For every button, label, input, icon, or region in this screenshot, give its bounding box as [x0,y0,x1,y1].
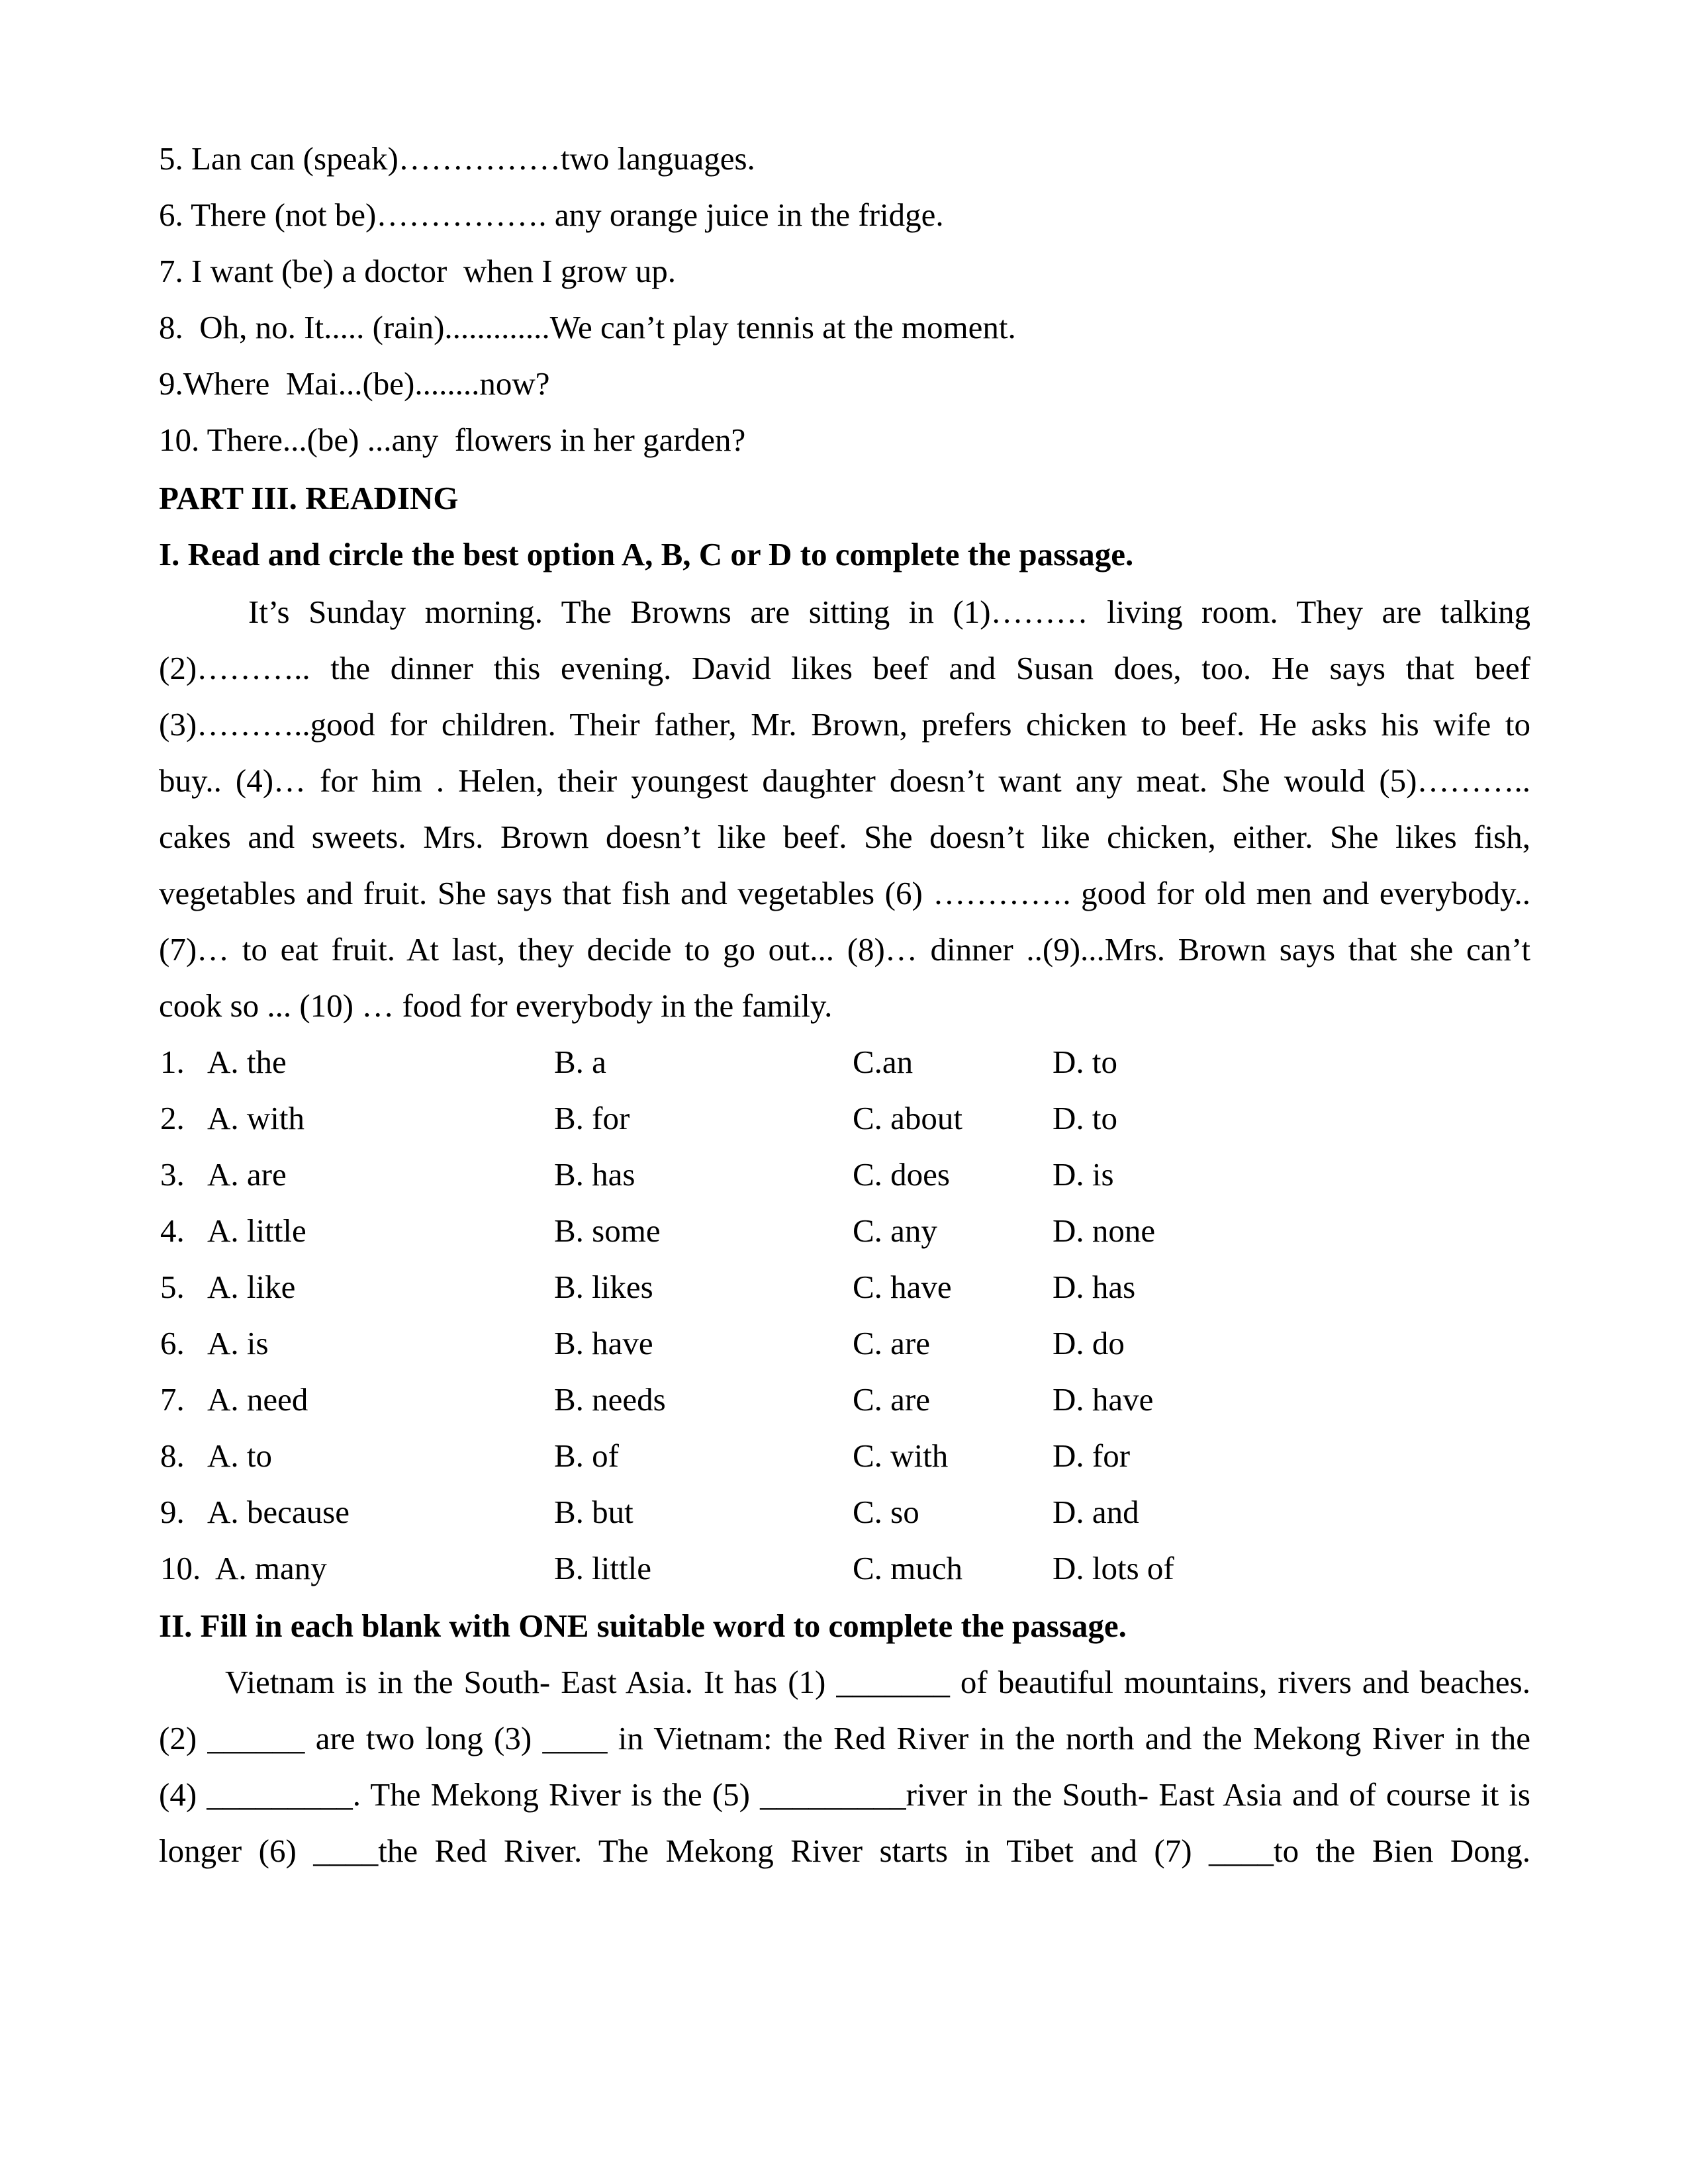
option-a[interactable]: A. with [207,1100,305,1136]
option-number: 9. [160,1494,185,1530]
exercise-item-8: 8. Oh, no. It..... (rain).............We can’t play tennis at the moment. [159,309,1016,345]
option-number: 3. [160,1156,185,1193]
option-a[interactable]: A. are [207,1156,287,1193]
option-d[interactable]: D. to [1053,1100,1117,1136]
option-c[interactable]: C. are [853,1325,930,1361]
option-a[interactable]: A. like [207,1269,296,1305]
option-a[interactable]: A. need [207,1381,308,1418]
option-d[interactable]: D. do [1053,1325,1125,1361]
option-row [159,1428,1530,1484]
option-b[interactable]: B. of [554,1437,619,1474]
option-row [159,1540,1530,1596]
passage-line: cook so ... (10) … food for everybody in the family. [159,987,833,1024]
option-b[interactable]: B. likes [554,1269,653,1305]
option-c[interactable]: C. any [853,1212,937,1249]
option-row [159,1371,1530,1428]
section-2-heading: II. Fill in each blank with ONE suitable word to complete the passage. [159,1608,1127,1644]
option-b[interactable]: B. for [554,1100,630,1136]
passage-line: (2)……….. the dinner this evening. David likes beef and Susan does, too. He says that beef [159,650,1530,686]
option-number: 10. [160,1550,201,1586]
option-d[interactable]: D. is [1053,1156,1114,1193]
option-b[interactable]: B. has [554,1156,635,1193]
option-c[interactable]: C. does [853,1156,950,1193]
option-d[interactable]: D. lots of [1053,1550,1174,1586]
option-a[interactable]: A. because [207,1494,350,1530]
option-c[interactable]: C. with [853,1437,949,1474]
option-b[interactable]: B. some [554,1212,661,1249]
option-a[interactable]: A. many [215,1550,327,1586]
option-b[interactable]: B. but [554,1494,633,1530]
option-d[interactable]: D. has [1053,1269,1136,1305]
option-number: 7. [160,1381,185,1418]
option-d[interactable]: D. for [1053,1437,1131,1474]
option-a[interactable]: A. little [207,1212,306,1249]
option-row [159,1315,1530,1371]
passage-line: (7)… to eat fruit. At last, they decide to go out... (8)… dinner ..(9)...Mrs. Brown says that she can’t [159,931,1530,968]
part-title: PART III. READING [159,480,459,516]
option-a[interactable]: A. to [207,1437,272,1474]
passage-line: (4) _________. The Mekong River is the (5) _________river in the South- East Asia and of course it is [159,1776,1530,1813]
exercise-item-5: 5. Lan can (speak)……………two languages. [159,140,755,177]
option-row [159,1203,1530,1259]
option-row [159,1034,1530,1090]
passage-line: buy.. (4)… for him . Helen, their youngest daughter doesn’t want any meat. She would (5)……….. [159,762,1530,799]
option-b[interactable]: B. have [554,1325,653,1361]
passage-line: cakes and sweets. Mrs. Brown doesn’t like beef. She doesn’t like chicken, either. She likes fish, [159,819,1530,855]
option-number: 2. [160,1100,185,1136]
exercise-item-6: 6. There (not be)……………. any orange juice in the fridge. [159,197,944,233]
option-number: 5. [160,1269,185,1305]
option-b[interactable]: B. needs [554,1381,666,1418]
option-d[interactable]: D. to [1053,1044,1117,1080]
option-row [159,1090,1530,1146]
option-d[interactable]: D. and [1053,1494,1139,1530]
exercise-item-7: 7. I want (be) a doctor when I grow up. [159,253,677,289]
option-row [159,1146,1530,1203]
exercise-item-9: 9.Where Mai...(be)........now? [159,365,550,402]
passage-line: Vietnam is in the South- East Asia. It has (1) _______ of beautiful mountains, rivers and beaches. [225,1664,1530,1700]
passage-line: vegetables and fruit. She says that fish and vegetables (6) …………. good for old men and everybody.. [159,875,1530,911]
passage-line: It’s Sunday morning. The Browns are sitting in (1)……… living room. They are talking [248,594,1530,630]
section-1-heading: I. Read and circle the best option A, B, C or D to complete the passage. [159,536,1134,572]
option-c[interactable]: C. have [853,1269,952,1305]
option-a[interactable]: A. the [207,1044,287,1080]
passage-line: (2) ______ are two long (3) ____ in Vietnam: the Red River in the north and the Mekong River in the [159,1720,1530,1756]
option-c[interactable]: C. are [853,1381,930,1418]
option-a[interactable]: A. is [207,1325,269,1361]
option-c[interactable]: C. much [853,1550,963,1586]
passage-line: (3)………..good for children. Their father, Mr. Brown, prefers chicken to beef. He asks his wife to [159,706,1530,743]
option-number: 4. [160,1212,185,1249]
option-c[interactable]: C.an [853,1044,914,1080]
option-row [159,1484,1530,1540]
option-b[interactable]: B. a [554,1044,606,1080]
exercise-item-10: 10. There...(be) ...any flowers in her garden? [159,422,746,458]
option-number: 1. [160,1044,185,1080]
option-d[interactable]: D. none [1053,1212,1156,1249]
passage-line: longer (6) ____the Red River. The Mekong River starts in Tibet and (7) ____to the Bien Dong. [159,1833,1530,1869]
option-number: 8. [160,1437,185,1474]
option-c[interactable]: C. so [853,1494,919,1530]
option-number: 6. [160,1325,185,1361]
option-d[interactable]: D. have [1053,1381,1154,1418]
option-b[interactable]: B. little [554,1550,651,1586]
option-row [159,1259,1530,1315]
option-c[interactable]: C. about [853,1100,963,1136]
